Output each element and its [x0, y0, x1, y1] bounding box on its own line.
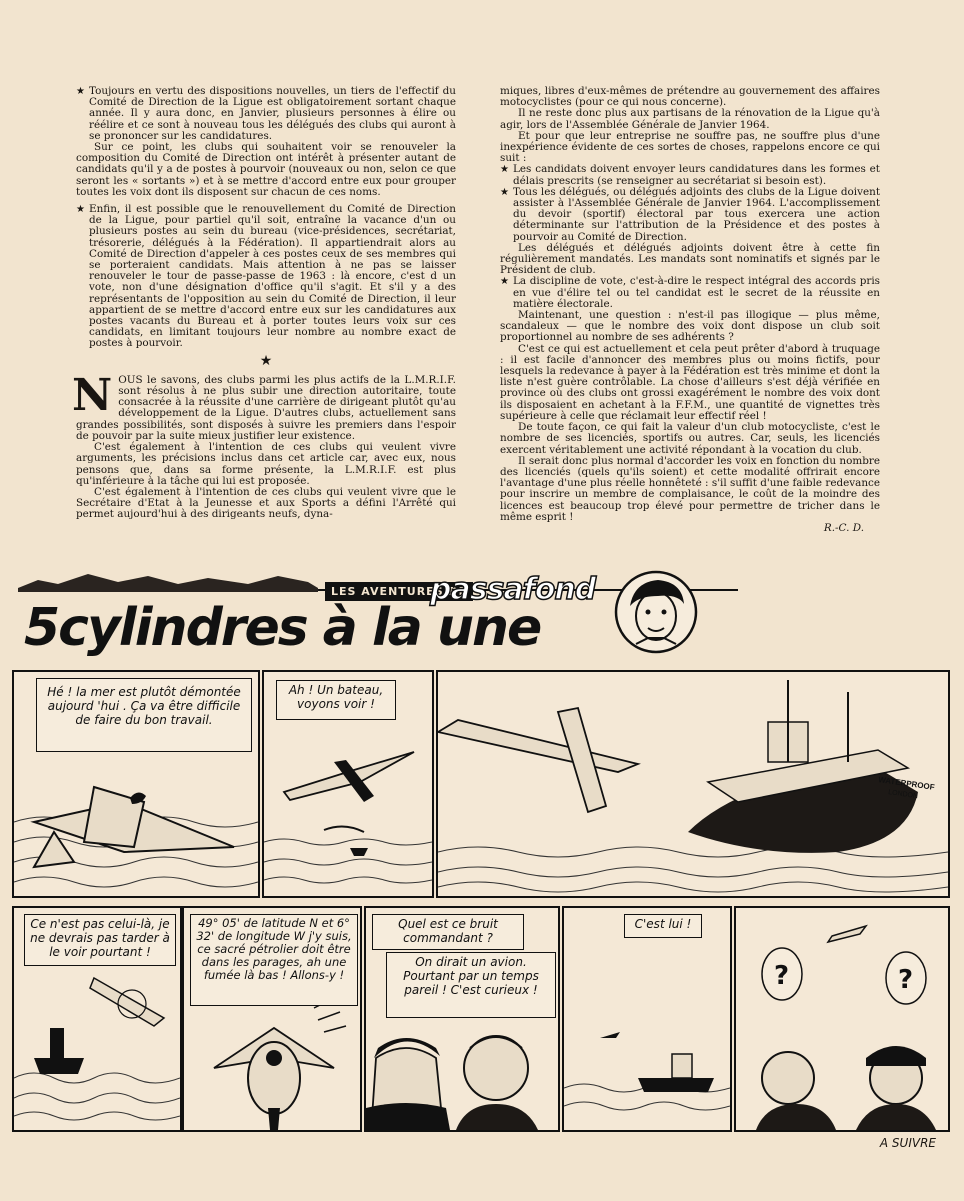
article-left-column	[72, 85, 456, 521]
paragraph: Les délégués et délégués adjoints doivent être à cette fin régulièrement mandatés. Les mandats sont nominatifs et signés par le Président de club.	[500, 241, 880, 277]
panel-art	[736, 908, 948, 1130]
speech-bubble: Ah ! Un bateau, voyons voir !	[276, 680, 396, 720]
comic-panel-2	[262, 670, 434, 898]
article-right-column	[500, 86, 880, 534]
panel-art	[438, 672, 948, 896]
speech-bubble: Quel est ce bruit commandant ?	[372, 914, 524, 950]
speech-bubble: C'est lui !	[624, 914, 702, 938]
paragraph: C'est également à l'intention de ces clubs qui veulent vivre arguments, les précisions inclus dans cet article car, avec eux, nous pensons que, dans sa forme présente, la L.M.R.I.F. est plus qu'inférieure à la tâche qui lui est proposée.	[76, 441, 456, 487]
comic-panel-5	[182, 906, 362, 1132]
paragraph	[72, 369, 456, 442]
series-label: LES AVENTURES DE	[325, 582, 473, 601]
ship-port: LONDON	[887, 789, 919, 801]
question-mark: ?	[774, 961, 790, 991]
paragraph: ★ Les candidats doivent envoyer leurs candidatures dans les formes et délais prescrits (se renseigner au secrétariat si besoin est).	[500, 164, 880, 186]
comic-panel-1	[12, 670, 260, 898]
paragraph-text: OUS le savons, des clubs parmi les plus actifs de la L.M.R.I.F. sont résolus à ne plus subir une direction autoritaire, toute consacrée à la réussite d'une carrière de dirigeant plutôt qu'au développement de la Ligue. D'autres clubs, actuellement sans grandes possibilités, sont disposés à suivre les premiers dans l'espoir de pouvoir par la suite mieux justifier leur existence.	[76, 373, 456, 442]
paragraph: Il serait donc plus normal d'accorder les voix en fonction du nombre des licenciés (quels qu'ils soient) et cette modalité offrirait encore l'avantage d'une plus réelle honnêteté : s'il suffit d'une faible redevance pour inscrire un membre de complaisance, le coût de la moindre des licences est beaucoup trop élevé pour permettre de tricher dans le même esprit !	[500, 454, 880, 523]
speech-bubble: Ce n'est pas celui-là, je ne devrais pas tarder à le voir pourtant !	[24, 914, 176, 966]
to-be-continued: A SUIVRE	[879, 1136, 936, 1150]
ship-name: WATERPROOF	[877, 775, 936, 792]
paragraph: ★ La discipline de vote, c'est-à-dire le respect intégral des accords pris en vue d'élire tel ou tel candidat est le secret de la réussite en matière électorale.	[500, 276, 880, 310]
comic-panel-6	[364, 906, 560, 1132]
paragraph: C'est ce qui est actuellement et cela peut prêter d'abord à truquage : il est facile d'annoncer des membres plus ou moins fictifs, pour lesquels la redevance à payer à la Fédération est très minime et dont la liste n'est guère contrôlable. La chose d'ailleurs s'est déjà vérifiée en province où des clubs ont grossi exagérément le nombre des voix dont ils disposaient en achetant à la F.F.M., une quantité de vignettes très supérieure à celle que réclamait leur effectif réel !	[500, 342, 880, 422]
drop-cap: N	[72, 369, 113, 421]
speech-bubble: 49° 05' de latitude N et 6° 32' de longitude W j'y suis, ce sacré pétrolier doit être dans les parages, ah une fumée là bas ! Allons-y !	[190, 914, 358, 1006]
paragraph: De toute façon, ce qui fait la valeur d'un club motocycliste, c'est le nombre de ses licenciés, sportifs ou autres. Car, seuls, les licenciés exercent véritablement une activité répondant à la vocation du club.	[500, 421, 880, 456]
paragraph: ★ Enfin, il est possible que le renouvellement du Comité de Direction de la Ligue, pour partiel qu'il soit, entraîne la vacance d'un ou plusieurs postes au sein du bureau (vice-présidences, secrétariat, trésorerie, délégués à la Fédération). Il appartiendrait alors au Comité de Direction d'appeler à ces postes ceux de ses membres qui se porteraient candidats. Mais attention à ne pas se laisser renouveler le tour de passe-passe de 1963 : là encore, c'est d un vote, non d'une désignation d'office qu'il s'agit. Et s'il y a des représentants de l'opposition au sein du Comité de Direction, il leur appartient de se mettre d'accord entre eux sur les candidatures aux postes vacants du Bureau et à porter toutes leurs voix sur ces candidats, en limitant toujours leur nombre au nombre exact de postes à pourvoir.	[76, 204, 456, 350]
signature: R.-C. D.	[823, 521, 864, 534]
section-separator: ★	[259, 352, 273, 369]
paragraph: C'est également à l'intention de ces clubs qui veulent vivre que le Secrétaire d'Etat à la Jeunesse et aux Sports a défini l'Arrêté qui permet aujourd'hui à des dirigeants neufs, dyna-	[76, 485, 456, 521]
speech-bubble: On dirait un avion. Pourtant par un temps pareil ! C'est curieux !	[386, 952, 556, 1018]
paragraph: ★ Toujours en vertu des dispositions nouvelles, un tiers de l'effectif du Comité de Direction de la Ligue est obligatoirement sortant chaque année. Il y aura donc, en Janvier, plusieurs personnes à élire ou réélire et ce sont à nouveau tous les délégués des clubs qui auront à se prononcer sur les candidatures.	[76, 86, 456, 142]
paragraph: Il ne reste donc plus aux partisans de la rénovation de la Ligue qu'à agir, lors de l'Assemblée Générale de Janvier 1964.	[500, 107, 880, 131]
question-mark: ?	[898, 965, 914, 995]
paragraph: Sur ce point, les clubs qui souhaitent voir se renouveler la composition du Comité de Direction ont intérêt à présenter autant de candidats qu'il y a de postes à pourvoir (nouveaux ou non, selon ce que seront les « sortants ») et à se mettre d'accord entre eux pour grouper toutes les voix dont ils disposent sur chacun de ces noms.	[76, 141, 456, 198]
paragraph: ★ Tous les délégués, ou délégués adjoints des clubs de la Ligue doivent assister à l'Assemblée Générale de Janvier 1964. L'accomplissement du devoir (sportif) électoral par tous exercera une action déterminante sur l'attribution de la Présidence et des postes à pourvoir au Comité de Direction.	[500, 187, 880, 243]
comic-panel-3	[436, 670, 950, 898]
hero-name-logo: passafond	[430, 572, 596, 607]
speech-bubble: Hé ! la mer est plutôt démontée aujourd 'hui . Ça va être difficile de faire du bon travail.	[36, 678, 252, 752]
comic-title: 5cylindres à la une	[24, 598, 541, 658]
paragraph: Maintenant, une question : n'est-il pas illogique — plus même, scandaleux — que le nombre des voix dont dispose un club soit proportionnel au nombre de ses adhérents ?	[500, 309, 880, 344]
panel-art	[564, 908, 730, 1130]
paragraph: Et pour que leur entreprise ne souffre pas, ne souffre plus d'une inexpérience évidente de ces sortes de choses, rappelons encore ce qui suit :	[500, 129, 880, 165]
comic-panel-7	[562, 906, 732, 1132]
paragraph: miques, libres d'eux-mêmes de prétendre au gouvernement des affaires motocyclistes (pour ce qui nous concerne).	[500, 85, 880, 109]
comic-panel-4	[12, 906, 182, 1132]
comic-panel-8	[734, 906, 950, 1132]
